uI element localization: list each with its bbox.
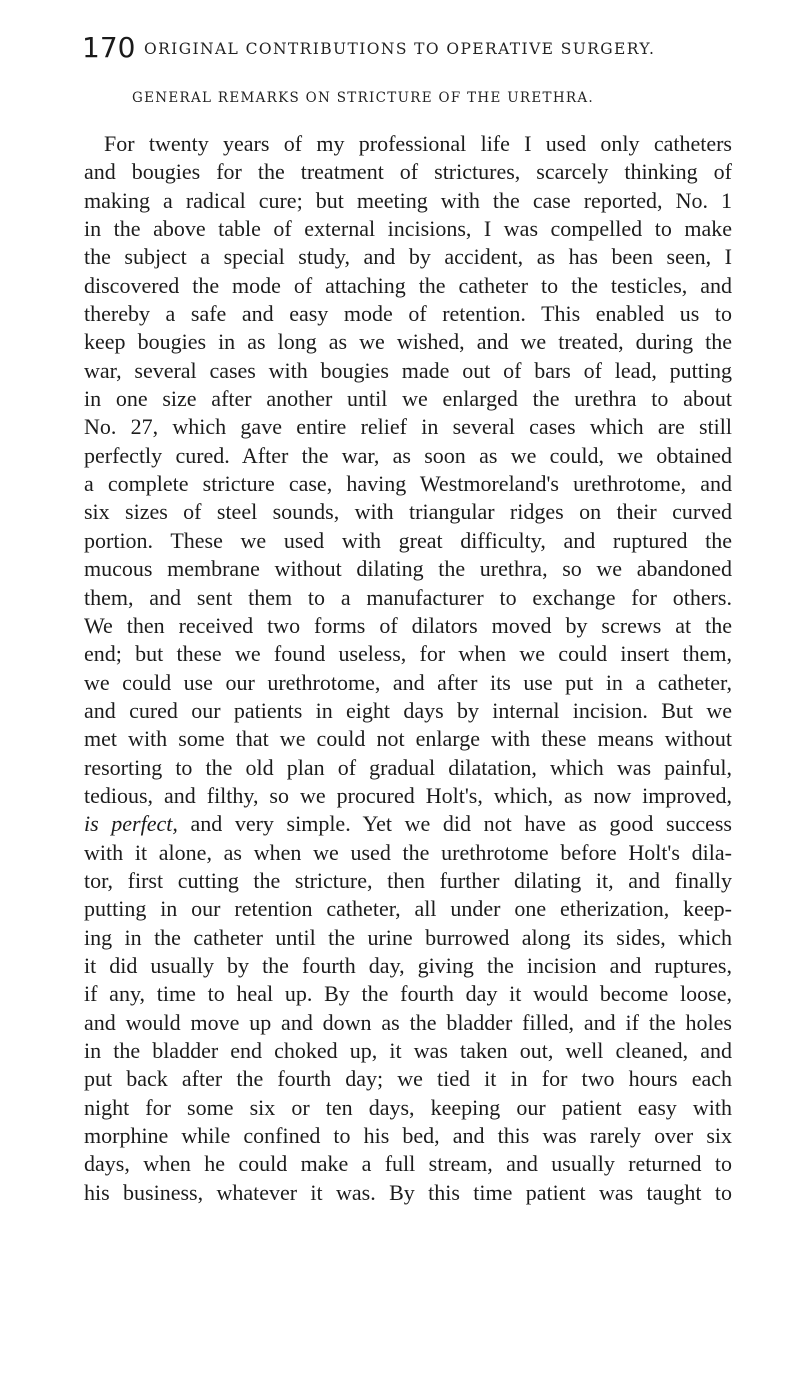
text-line: six sizes of steel sounds, with triangular ridges on their curved (84, 499, 732, 525)
text-line: with it alone, as when we used the urethrotome before Holt's dila- (84, 839, 732, 865)
text-line: his business, whatever it was. By this time patient was taught to (84, 1179, 732, 1205)
text-line: in the bladder end choked up, it was taken out, well cleaned, and (84, 1038, 732, 1063)
text-line: For twenty years of my professional life I used only catheters (104, 131, 732, 156)
section-heading: GENERAL REMARKS ON STRICTURE OF THE URETHRA. (132, 90, 595, 106)
text-line-rest: and very simple. Yet we did not have as good success (190, 811, 732, 837)
running-title: ORIGINAL CONTRIBUTIONS TO OPERATIVE SURGERY. (144, 40, 656, 58)
text-line: them, and sent them to a manufacturer to exchange for others. (84, 584, 732, 610)
text-line: tor, first cutting the stricture, then further dilating it, and finally (84, 867, 732, 893)
text-line: it did usually by the fourth day, giving the incision and ruptures, (84, 952, 732, 978)
text-line: We then received two forms of dilators moved by screws at the (84, 612, 732, 638)
text-line: ing in the catheter until the urine burrowed along its sides, which (84, 924, 732, 950)
text-line-with-italic (84, 810, 732, 838)
text-line: and bougies for the treatment of strictures, scarcely thinking of (84, 159, 732, 185)
text-line: night for some six or ten days, keeping our patient easy with (84, 1094, 732, 1120)
text-line: making a radical cure; but meeting with the case reported, No. 1 (84, 187, 732, 213)
running-head (82, 30, 722, 66)
text-line: morphine while confined to his bed, and this was rarely over six (84, 1123, 732, 1149)
text-line: putting in our retention catheter, all under one etherization, keep- (84, 896, 732, 922)
text-line: No. 27, which gave entire relief in several cases which are still (84, 414, 732, 440)
text-line: discovered the mode of attaching the catheter to the testicles, and (84, 272, 732, 298)
text-line: mucous membrane without dilating the urethra, so we abandoned (84, 556, 732, 582)
text-line: resorting to the old plan of gradual dilatation, which was painful, (84, 754, 732, 780)
text-line: in one size after another until we enlarged the urethra to about (84, 386, 732, 412)
text-line: portion. These we used with great difficulty, and ruptured the (84, 527, 732, 553)
text-line: the subject a special study, and by accident, as has been seen, I (84, 244, 732, 270)
text-line: and cured our patients in eight days by internal incision. But we (84, 697, 732, 723)
text-line: tedious, and filthy, so we procured Holt's, which, as now improved, (84, 782, 732, 808)
body-paragraph (84, 130, 732, 1207)
text-line: we could use our urethrotome, and after its use put in a catheter, (84, 669, 732, 695)
text-line: thereby a safe and easy mode of retention. This enabled us to (84, 301, 732, 327)
text-line: in the above table of external incisions, I was compelled to make (84, 216, 732, 242)
text-line: and would move up and down as the bladder filled, and if the holes (84, 1009, 732, 1035)
text-line: keep bougies in as long as we wished, and we treated, during the (84, 329, 732, 355)
text-line: if any, time to heal up. By the fourth day it would become loose, (84, 981, 732, 1007)
text-line: a complete stricture case, having Westmoreland's urethrotome, and (84, 471, 732, 497)
page-number: 170 (82, 31, 136, 64)
text-line: days, when he could make a full stream, and usually returned to (84, 1151, 732, 1177)
text-line: end; but these we found useless, for when we could insert them, (84, 641, 732, 667)
text-line: put back after the fourth day; we tied it in for two hours each (84, 1066, 732, 1092)
text-line: met with some that we could not enlarge with these means without (84, 726, 732, 752)
text-line: war, several cases with bougies made out of bars of lead, putting (84, 357, 732, 383)
italic-phrase: is perfect, (84, 811, 178, 837)
text-line: perfectly cured. After the war, as soon as we could, we obtained (84, 442, 732, 468)
